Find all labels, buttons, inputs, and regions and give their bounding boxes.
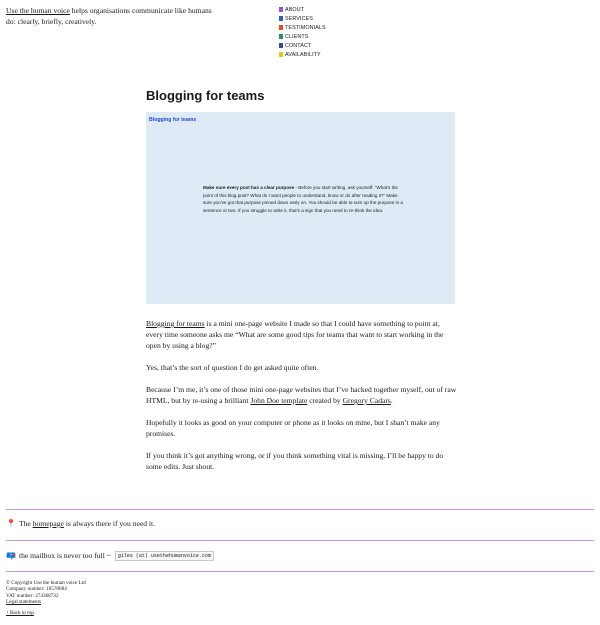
paragraph-promises: Hopefully it looks as good on your computer or phone as it looks on mine, but I shan’t make any promises.: [146, 418, 440, 438]
hero-screenshot: [146, 112, 455, 304]
homepage-link[interactable]: homepage: [32, 519, 64, 528]
nav-item-testimonials[interactable]: [279, 23, 326, 32]
paragraph-feedback: If you think it’s got anything wrong, or if you think something vital is missing, I’ll be happy to do some edits. Just shout.: [146, 451, 444, 471]
hero-tip: [203, 184, 403, 214]
mailbox-icon: 📪: [6, 551, 16, 560]
nav-link-availability[interactable]: AVAILABILITY: [285, 51, 321, 58]
vat-number: VAT number: 274368732: [6, 592, 59, 599]
nav-swatch: [279, 16, 283, 21]
blogging-for-teams-link[interactable]: Blogging for teams: [146, 319, 205, 328]
back-to-top-link[interactable]: ↑ Back to top: [6, 610, 34, 616]
nav-link-services[interactable]: SERVICES: [285, 15, 313, 22]
nav-swatch: [279, 25, 283, 30]
tagline-text: helps organisations communicate like humans do: clearly, briefly, creatively.: [6, 6, 212, 26]
legal-info: [6, 580, 86, 606]
homepage-text: The: [18, 519, 31, 528]
hero-tip-heading: Make sure every post has a clear purpose: [203, 185, 295, 190]
nav-item-contact[interactable]: [279, 41, 326, 50]
paragraph-intro-text: is a mini one-page website I made so that I could have something to point at, every time someone asks me “What are some good tips for teams that want to start working in the open by using a blog?”: [146, 319, 444, 350]
site-tagline: [6, 5, 216, 27]
nav-swatch: [279, 7, 283, 12]
paragraph-template-text: Because I’m me, it’s one of those mini one-page websites that I’ve hacked together myself, out of raw HTML, but by re-using a brilliant: [146, 385, 457, 405]
paragraph-template-end: .: [390, 396, 393, 405]
nav-item-services[interactable]: [279, 14, 326, 23]
gregory-cadars-link[interactable]: Gregory Cadars: [342, 396, 391, 405]
nav-link-clients[interactable]: CLIENTS: [285, 33, 309, 40]
paragraph-question: Yes, that’s the sort of question I do get asked quite often.: [146, 363, 319, 372]
nav-swatch: [279, 43, 283, 48]
nav-link-contact[interactable]: CONTACT: [285, 42, 312, 49]
divider: [6, 540, 594, 541]
nav-item-clients[interactable]: [279, 32, 326, 41]
homepage-text-end: is always there if you need it.: [65, 519, 156, 528]
nav-item-about[interactable]: [279, 5, 326, 14]
paragraph-intro: [146, 318, 458, 351]
article-body: [146, 318, 458, 483]
paragraph-template: [146, 384, 458, 406]
nav-swatch: [279, 34, 283, 39]
paragraph-template-middle: created by: [307, 396, 343, 405]
copyright: © Copyright Use the human voice Ltd: [6, 580, 86, 586]
legal-statements-link[interactable]: Legal statements: [6, 599, 42, 606]
divider: [6, 571, 594, 572]
nav-item-availability[interactable]: [279, 50, 326, 59]
john-doe-template-link[interactable]: John Doe template: [250, 396, 308, 405]
nav-link-about[interactable]: ABOUT: [285, 6, 305, 13]
pin-icon: 📍: [6, 519, 16, 528]
nav-swatch: [279, 52, 283, 57]
main-nav: [279, 5, 326, 59]
homepage-line: [6, 518, 155, 529]
brand-link[interactable]: Use the human voice: [6, 6, 70, 15]
divider: [6, 509, 594, 510]
hero-brand: Blogging for teams: [149, 117, 197, 123]
hero-tip-body: - Before you start writing, ask yourself: “What’s the point of this blog post? What do I want people to understand, know or do after reading it?” Make sure you’ve got that purpose pinned down early on. You should be able to sum up the purpose in a sentence or two. If you struggle to write it, that’s a sign that you need to re-think the idea.: [203, 185, 403, 213]
nav-link-testimonials[interactable]: TESTIMONIALS: [285, 24, 326, 31]
company-number: Company number: 10578084: [6, 586, 67, 593]
mailbox-text: the mailbox is never too full ~: [18, 551, 111, 560]
page-title: Blogging for teams: [146, 88, 265, 103]
email-address[interactable]: giles (at) usethehumanvoice.com: [115, 551, 214, 561]
mailbox-line: [6, 550, 214, 561]
